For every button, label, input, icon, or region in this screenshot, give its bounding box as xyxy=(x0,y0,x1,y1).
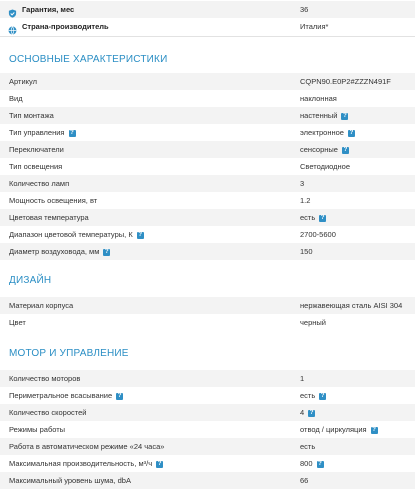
section-title: МОТОР И УПРАВЛЕНИЕ xyxy=(9,348,129,359)
spec-row xyxy=(0,472,415,489)
help-icon[interactable]: ? xyxy=(320,392,325,399)
spec-value: 66 xyxy=(300,476,309,485)
spec-label: Тип освещения xyxy=(9,162,63,171)
spec-label: Вид xyxy=(9,94,23,103)
spec-value: 800 ? xyxy=(300,459,322,468)
help-icon[interactable]: ? xyxy=(105,248,109,255)
help-icon[interactable]: ? xyxy=(157,460,162,467)
spec-label: Количество скоростей xyxy=(9,408,87,417)
spec-value: 36 xyxy=(300,5,309,14)
spec-label: Работа в автоматическом режиме «24 часа» xyxy=(9,442,165,451)
spec-value: настенный ? xyxy=(300,111,347,120)
spec-label: Цветовая температура xyxy=(9,213,89,222)
help-icon[interactable]: ? xyxy=(117,392,122,399)
spec-row xyxy=(0,370,415,387)
help-icon[interactable]: ? xyxy=(70,129,74,136)
divider xyxy=(0,36,415,37)
spec-row xyxy=(0,18,415,35)
spec-label: Режимы работы xyxy=(9,425,66,434)
help-icon[interactable]: ? xyxy=(372,426,376,433)
spec-value: 150 xyxy=(300,247,313,256)
spec-row xyxy=(0,158,415,175)
spec-label: Диаметр воздуховода, мм ? xyxy=(9,247,109,256)
spec-value: нержавеющая сталь AISI 304 xyxy=(300,301,403,310)
spec-row xyxy=(0,141,415,158)
spec-row xyxy=(0,209,415,226)
spec-row xyxy=(0,404,415,421)
spec-value: 1 xyxy=(300,374,305,383)
spec-label: Тип монтажа xyxy=(9,111,54,120)
spec-label: Количество моторов xyxy=(9,374,81,383)
shield-check-icon xyxy=(8,5,17,14)
spec-row xyxy=(0,90,415,107)
help-icon[interactable]: ? xyxy=(343,112,347,119)
spec-label: Максимальный уровень шума, dbA xyxy=(9,476,131,485)
spec-row xyxy=(0,438,415,455)
spec-value: 3 xyxy=(300,179,305,188)
help-icon[interactable]: ? xyxy=(343,146,348,153)
help-icon[interactable]: ? xyxy=(349,129,354,136)
spec-value: сенсорные ? xyxy=(300,145,348,154)
spec-value: Светодиодное xyxy=(300,162,351,171)
spec-row xyxy=(0,124,415,141)
spec-label: Количество ламп xyxy=(9,179,70,188)
spec-row xyxy=(0,192,415,209)
help-icon[interactable]: ? xyxy=(309,409,314,416)
spec-label: Максимальная производительность, м³/ч ? xyxy=(9,459,162,468)
spec-label: Страна-производитель xyxy=(22,22,109,31)
spec-value: есть ? xyxy=(300,391,325,400)
spec-label: Тип управления ? xyxy=(9,128,74,137)
spec-value: электронное ? xyxy=(300,128,354,137)
spec-row xyxy=(0,314,415,331)
spec-label: Материал корпуса xyxy=(9,301,74,310)
spec-row xyxy=(0,297,415,314)
spec-row xyxy=(0,73,415,90)
spec-value: есть ? xyxy=(300,213,325,222)
spec-label: Диапазон цветовой температуры, К ? xyxy=(9,230,143,239)
spec-value: 4 ? xyxy=(300,408,314,417)
spec-row xyxy=(0,455,415,472)
spec-row xyxy=(0,1,415,18)
spec-row xyxy=(0,243,415,260)
globe-icon xyxy=(8,22,17,31)
spec-label: Артикул xyxy=(9,77,37,86)
spec-row xyxy=(0,175,415,192)
spec-value: 2700-5600 xyxy=(300,230,336,239)
spec-row xyxy=(0,226,415,243)
spec-label: Периметральное всасывание ? xyxy=(9,391,122,400)
spec-value: наклонная xyxy=(300,94,337,103)
help-icon[interactable]: ? xyxy=(318,460,322,467)
spec-label: Мощность освещения, вт xyxy=(9,196,98,205)
spec-label: Переключатели xyxy=(9,145,64,154)
spec-row xyxy=(0,107,415,124)
help-icon[interactable]: ? xyxy=(320,214,325,221)
spec-value: CQPN90.E0P2#ZZZN491F xyxy=(300,77,391,86)
spec-value: черный xyxy=(300,318,326,327)
section-title: ОСНОВНЫЕ ХАРАКТЕРИСТИКИ xyxy=(9,54,168,65)
spec-label: Цвет xyxy=(9,318,26,327)
spec-value: Италия* xyxy=(300,22,329,31)
spec-row xyxy=(0,387,415,404)
section-title: ДИЗАЙН xyxy=(9,275,52,286)
spec-value: есть xyxy=(300,442,316,451)
help-icon[interactable]: ? xyxy=(138,231,143,238)
spec-value: отвод / циркуляция ? xyxy=(300,425,376,434)
spec-value: 1.2 xyxy=(300,196,311,205)
spec-label: Гарантия, мес xyxy=(22,5,75,14)
spec-row xyxy=(0,421,415,438)
